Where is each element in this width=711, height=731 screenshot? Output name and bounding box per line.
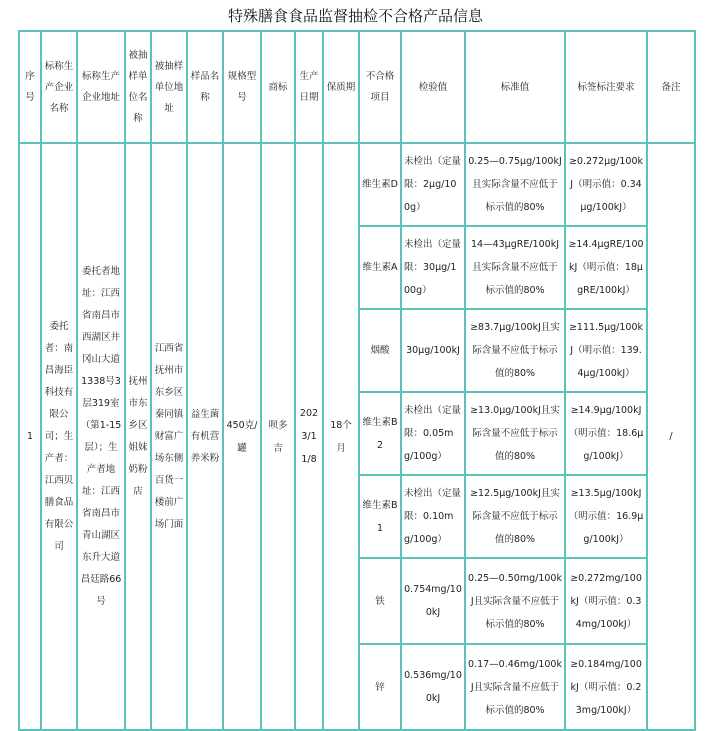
header-producer-addr: 标称生产企业地址 bbox=[77, 31, 125, 143]
header-item: 不合格项目 bbox=[359, 31, 401, 143]
cell-remark: / bbox=[647, 143, 695, 730]
cell-standard: ≥12.5μg/100kJ且实际含量不应低于标示值的80% bbox=[465, 475, 565, 558]
cell-label: ≥14.4μgRE/100kJ（明示值：18μgRE/100kJ） bbox=[565, 226, 647, 309]
cell-standard: 0.25—0.75μg/100kJ且实际含量不应低于标示值的80% bbox=[465, 143, 565, 226]
cell-prod-date: 2023/11/8 bbox=[295, 143, 323, 730]
cell-item: 铁 bbox=[359, 558, 401, 644]
header-standard: 标准值 bbox=[465, 31, 565, 143]
header-label-req: 标签标注要求 bbox=[565, 31, 647, 143]
cell-producer-addr: 委托者地址：江西省南昌市西湖区井冈山大道1338号3层319室（第1-15层）；生产者地址：江西省南昌市青山湖区东升大道昌廷路66号 bbox=[77, 143, 125, 730]
cell-producer-name: 委托者：南昌海臣科技有限公司；生产者：江西贝膳食品有限公司 bbox=[41, 143, 77, 730]
cell-standard: 0.17—0.46mg/100kJ且实际含量不应低于标示值的80% bbox=[465, 644, 565, 730]
cell-shelf-life: 18个月 bbox=[323, 143, 359, 730]
header-brand: 商标 bbox=[261, 31, 295, 143]
cell-standard: ≥13.0μg/100kJ且实际含量不应低于标示值的80% bbox=[465, 392, 565, 475]
table-row bbox=[19, 143, 695, 226]
disqualified-products-table bbox=[18, 30, 696, 731]
cell-spec: 450克/罐 bbox=[223, 143, 261, 730]
header-spec: 规格型号 bbox=[223, 31, 261, 143]
cell-item: 维生素B2 bbox=[359, 392, 401, 475]
header-row bbox=[19, 31, 695, 143]
header-result: 检验值 bbox=[401, 31, 465, 143]
cell-sampled-unit: 抚州市东乡区姐妹奶粉店 bbox=[125, 143, 151, 730]
cell-standard: ≥83.7μg/100kJ且实际含量不应低于标示值的80% bbox=[465, 309, 565, 392]
cell-result: 未检出（定量限：2μg/100g） bbox=[401, 143, 465, 226]
cell-item: 锌 bbox=[359, 644, 401, 730]
cell-item: 维生素D bbox=[359, 143, 401, 226]
cell-sampled-addr: 江西省抚州市东乡区秦同镇财富广场东侧百货一楼前广场门面 bbox=[151, 143, 187, 730]
header-prod-date: 生产日期 bbox=[295, 31, 323, 143]
cell-result: 未检出（定量限：30μg/100g） bbox=[401, 226, 465, 309]
cell-standard: 14—43μgRE/100kJ且实际含量不应低于标示值的80% bbox=[465, 226, 565, 309]
cell-label: ≥0.272μg/100kJ（明示值：0.34μg/100kJ） bbox=[565, 143, 647, 226]
cell-result: 30μg/100kJ bbox=[401, 309, 465, 392]
header-sampled-unit: 被抽样单位名称 bbox=[125, 31, 151, 143]
cell-label: ≥0.272mg/100kJ（明示值：0.34mg/100kJ） bbox=[565, 558, 647, 644]
cell-standard: 0.25—0.50mg/100kJ且实际含量不应低于标示值的80% bbox=[465, 558, 565, 644]
header-remark: 备注 bbox=[647, 31, 695, 143]
cell-result: 0.536mg/100kJ bbox=[401, 644, 465, 730]
cell-label: ≥14.9μg/100kJ（明示值：18.6μg/100kJ） bbox=[565, 392, 647, 475]
page-title: 特殊膳食食品监督抽检不合格产品信息 bbox=[227, 7, 483, 25]
cell-seq: 1 bbox=[19, 143, 41, 730]
header-sample-name: 样品名称 bbox=[187, 31, 223, 143]
header-seq: 序号 bbox=[19, 31, 41, 143]
header-shelf-life: 保质期 bbox=[323, 31, 359, 143]
cell-item: 维生素B1 bbox=[359, 475, 401, 558]
cell-label: ≥13.5μg/100kJ（明示值：16.9μg/100kJ） bbox=[565, 475, 647, 558]
cell-item: 维生素A bbox=[359, 226, 401, 309]
header-producer-name: 标称生产企业名称 bbox=[41, 31, 77, 143]
cell-item: 烟酸 bbox=[359, 309, 401, 392]
header-sampled-addr: 被抽样单位地址 bbox=[151, 31, 187, 143]
cell-label: ≥0.184mg/100kJ（明示值：0.23mg/100kJ） bbox=[565, 644, 647, 730]
cell-brand: 呗多吉 bbox=[261, 143, 295, 730]
cell-result: 未检出（定量限：0.05mg/100g） bbox=[401, 392, 465, 475]
cell-result: 未检出（定量限：0.10mg/100g） bbox=[401, 475, 465, 558]
cell-label: ≥111.5μg/100kJ（明示值：139.4μg/100kJ） bbox=[565, 309, 647, 392]
cell-sample-name: 益生菌有机营养米粉 bbox=[187, 143, 223, 730]
cell-result: 0.754mg/100kJ bbox=[401, 558, 465, 644]
